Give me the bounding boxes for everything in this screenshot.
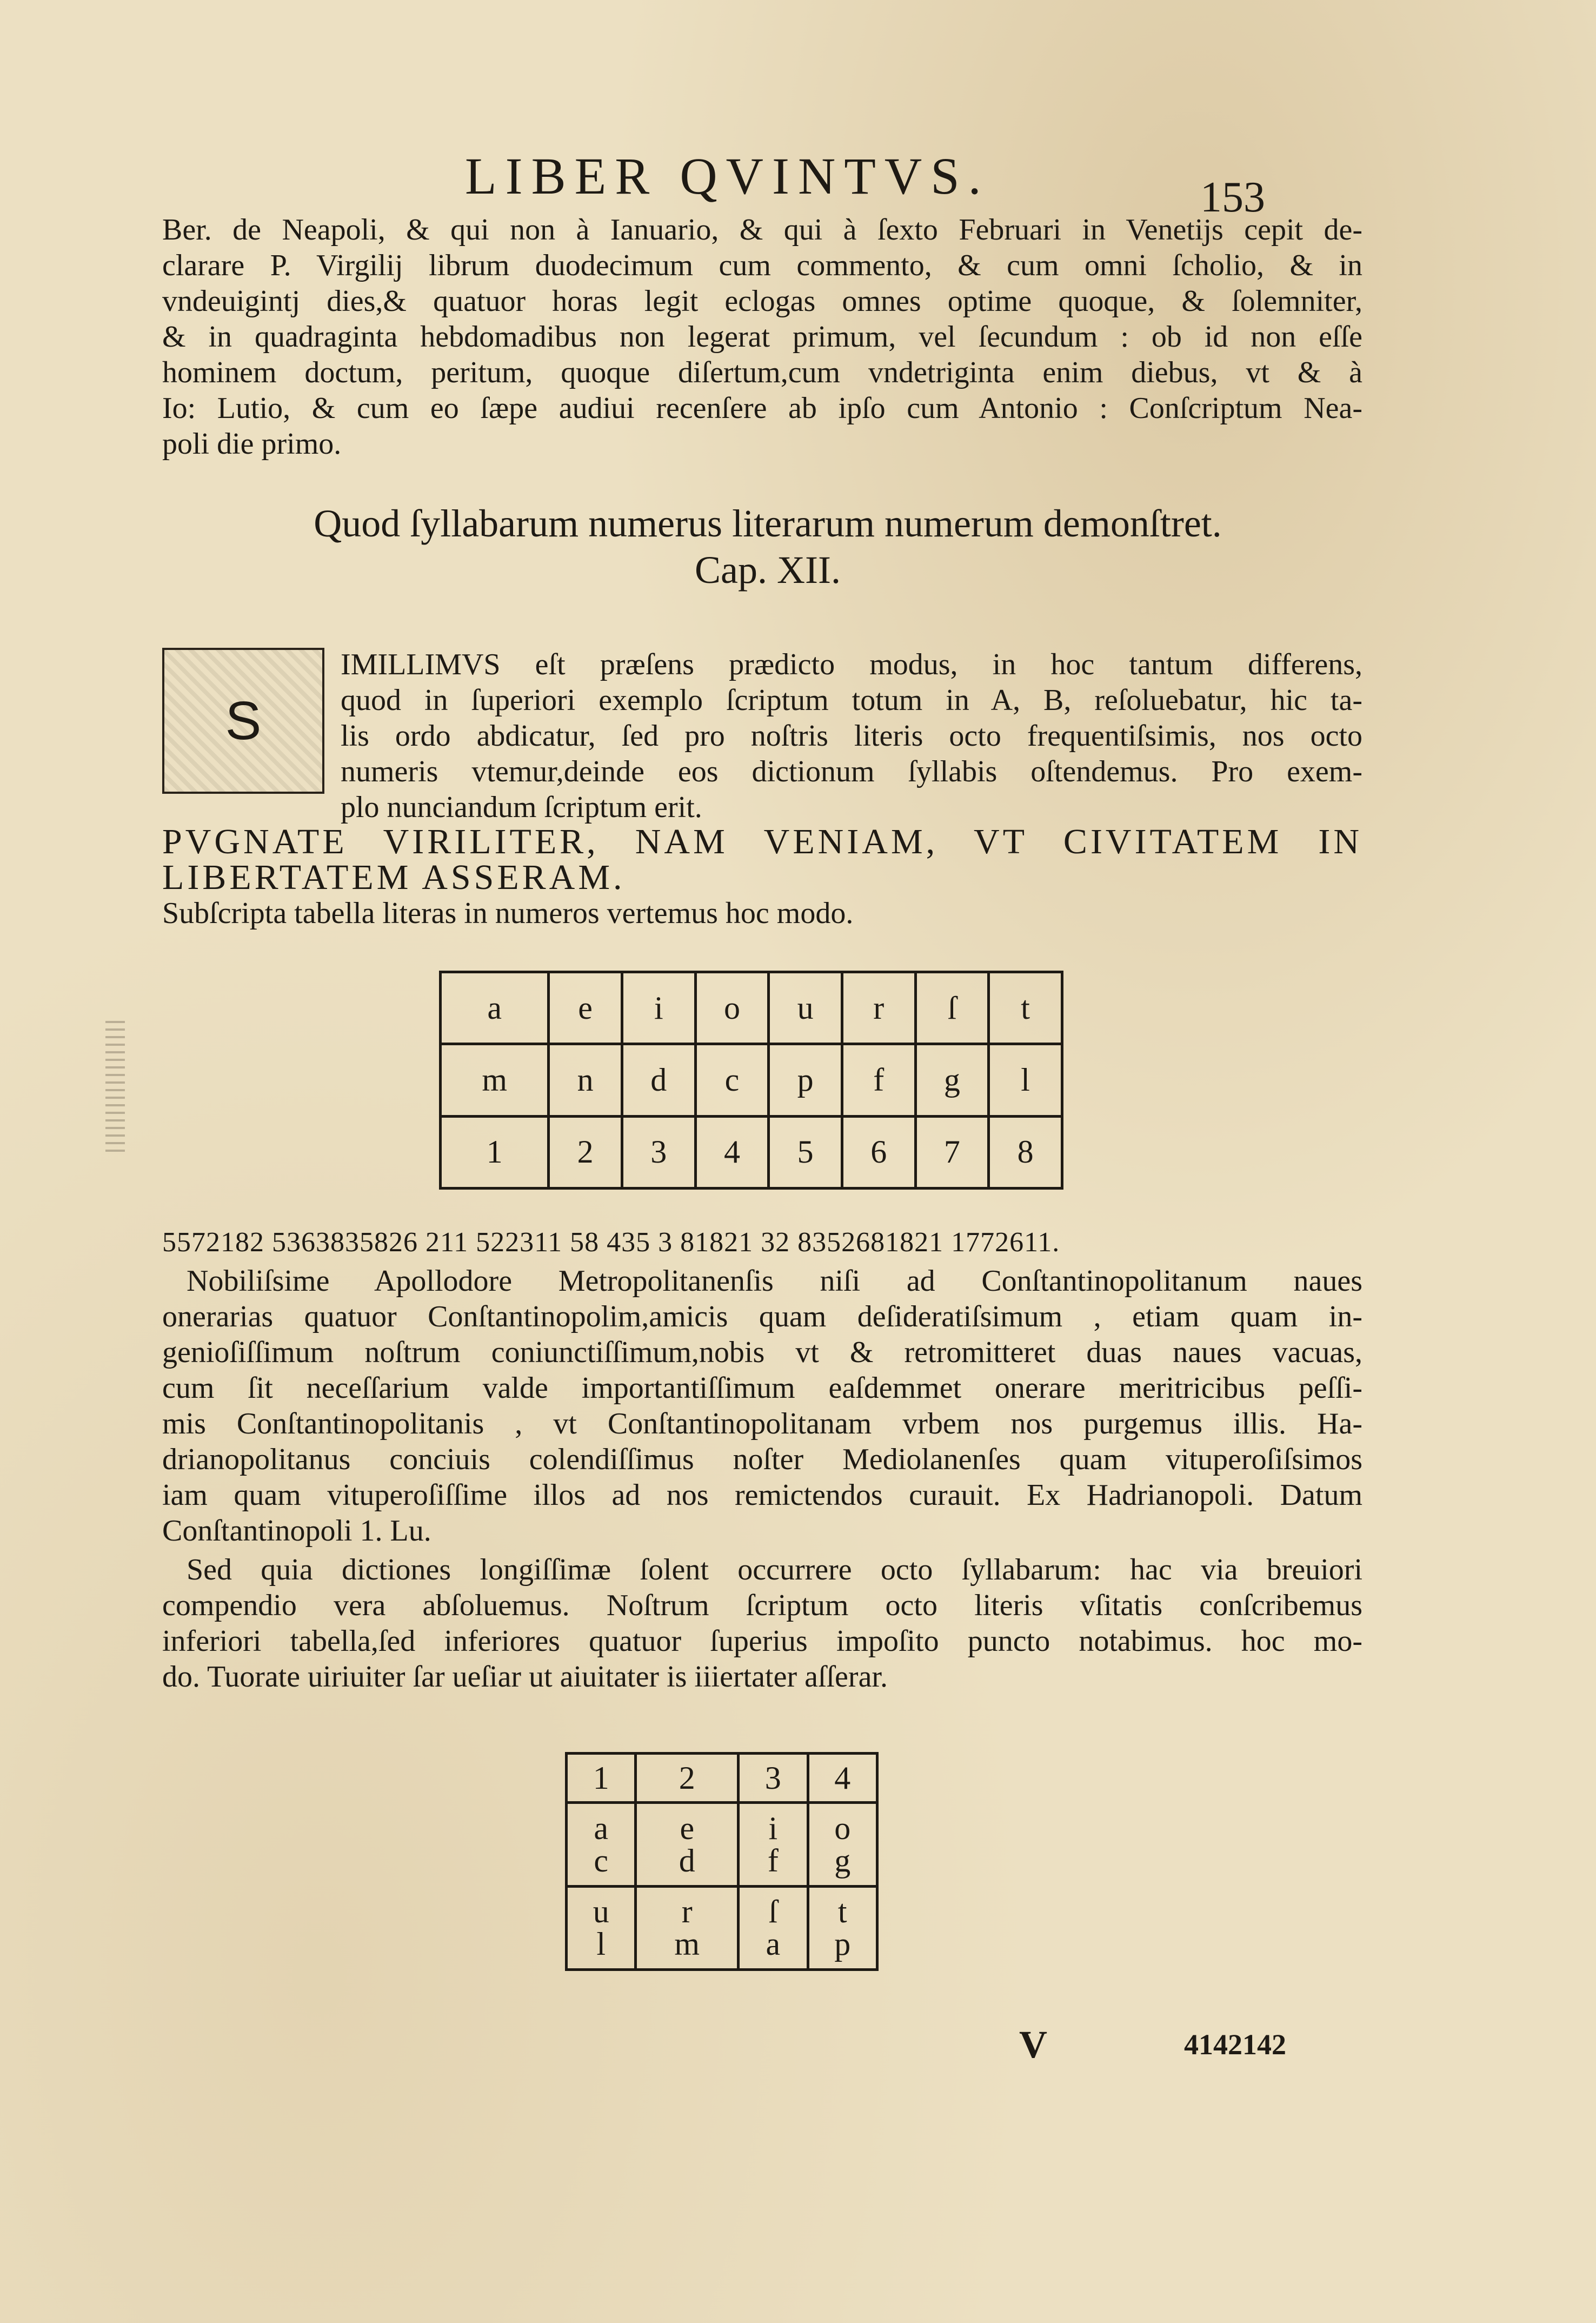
text-line: & in quadraginta hebdomadibus non legerat primum, vel ſecundum : ob id non eſſe [162,320,1362,354]
table-cell: 5 [769,1116,842,1188]
paragraph-1 [162,212,1362,462]
table-row [567,1754,877,1803]
text-line: Nobiliſsime Apollodore Metropolitanenſis niſi ad Conſtantinopolitanum naues [187,1264,1362,1298]
text-line: quod in ſuperiori exemplo ſcriptum totum in A, B, reſoluebatur, hic ta- [341,683,1362,717]
table-cell: 4 [695,1116,769,1188]
table-intro: Subſcripta tabella literas in numeros vertemus hoc modo. [162,897,854,930]
catchword: 4142142 [1184,2028,1286,2061]
table-row [567,1886,877,1969]
page-number: 153 [1200,174,1265,221]
table-cell: ſ [915,972,989,1044]
text-line: cum ſit neceſſarium valde importantiſſimum eaſdemmet onerare meritricibus peſſi- [162,1371,1362,1405]
table-cell: e d [636,1803,739,1886]
table-cell: i f [739,1803,808,1886]
paragraph-4 [162,1552,1362,1695]
running-head: LIBER QVINTVS. [465,147,990,205]
text-line: compendio vera abſoluemus. Noſtrum ſcriptum octo literis vſitatis conſcribemus [162,1589,1362,1622]
text-line: clarare P. Virgilij librum duodecimum cum commento, & cum omni ſcholio, & in [162,249,1362,282]
table-cell: m [441,1044,549,1116]
text-line: Ber. de Neapoli, & qui non à Ianuario, & qui à ſexto Februari in Venetijs cepit de- [162,213,1362,247]
table-cell: 6 [842,1116,915,1188]
chapter-heading [162,500,1373,593]
decorated-initial [162,648,324,794]
text-line: vndeuigintj dies,& quatuor horas legit eclogas omnes optime quoque, & ſolemniter, [162,284,1362,318]
chapter-title: Quod ſyllabarum numerus literarum numerum demonſtret. [314,502,1222,545]
table-cell: u [769,972,842,1044]
table-cell: p [769,1044,842,1116]
text-line: lis ordo abdicatur, ſed pro noſtris literis octo frequentiſsimis, nos octo [341,719,1362,753]
table-cell: u l [567,1886,636,1969]
chapter-number: Cap. XII. [695,548,841,592]
table-cell: t p [808,1886,877,1969]
caps-line: LIBERTATEM ASSERAM. [162,858,626,897]
initial-letter: S [225,690,262,751]
text-line: genioſiſſimum noſtrum coniunctiſſimum,nobis vt & retromitteret duas naues vacuas, [162,1336,1362,1369]
table-row [567,1803,877,1886]
text-line: do. Tuorate uiriuiter ſar ueſiar ut aiuitater is iiiertater aſſerar. [162,1660,888,1694]
table-cell: a c [567,1803,636,1886]
table-cell: g [915,1044,989,1116]
margin-mark [105,1017,125,1152]
text-line: Io: Lutio, & cum eo ſæpe audiui recenſere ab ipſo cum Antonio : Conſcriptum Nea- [162,391,1362,425]
text-line: mis Conſtantinopolitanis , vt Conſtantinopolitanam vrbem nos purgemus illis. Ha- [162,1407,1362,1441]
table-cell: 8 [989,1116,1062,1188]
table-cell: 7 [915,1116,989,1188]
signature-mark: V [1019,2023,1047,2066]
table-cell: d [622,1044,695,1116]
table-cell: o [695,972,769,1044]
table-cell: n [549,1044,622,1116]
table-cell: t [989,972,1062,1044]
table-cell: 2 [549,1116,622,1188]
text-line: iam quam vituperoſiſſime illos ad nos remictendos curauit. Ex Hadrianopoli. Datum [162,1478,1362,1512]
text-line: hominem doctum, peritum, quoque diſertum,cum vndetriginta enim diebus, vt & à [162,356,1362,389]
text-line: onerarias quatuor Conſtantinopolim,amicis quam deſideratiſsimum , etiam quam in- [162,1300,1362,1333]
table-cell: a [441,972,549,1044]
text-line: numeris vtemur,deinde eos dictionum ſyllabis oſtendemus. Pro exem- [341,755,1362,788]
table-cell: ſ a [739,1886,808,1969]
table-cell: l [989,1044,1062,1116]
table-cell: o g [808,1803,877,1886]
table-cell: r m [636,1886,739,1969]
text-line: Conſtantinopoli 1. Lu. [162,1514,431,1548]
text-line: Sed quia dictiones longiſſimæ ſolent occurrere octo ſyllabarum: hac via breuiori [187,1553,1362,1587]
table-cell: 1 [441,1116,549,1188]
cipher-number-line: 5572182 5363835826 211 522311 58 435 3 81821 32 8352681821 1772611. [162,1227,1060,1258]
table-cell: 2 [636,1754,739,1803]
example-text [162,824,1362,931]
table-cell: 1 [567,1754,636,1803]
cipher-table-2 [565,1752,879,1971]
table-cell: f [842,1044,915,1116]
table-cell: i [622,972,695,1044]
text-line: poli die primo. [162,427,342,461]
table-cell: 3 [739,1754,808,1803]
paragraph-2 [341,647,1362,825]
table-row [441,972,1062,1044]
text-line: drianopolitanus conciuis colendiſſimus noſter Mediolanenſes quam vituperoſiſsimos [162,1443,1362,1476]
text-line: plo nunciandum ſcriptum erit. [341,791,702,824]
text-line: inferiori tabella,ſed inferiores quatuor ſuperius impoſito puncto notabimus. hoc mo- [162,1624,1362,1658]
table-row [441,1116,1062,1188]
text-line: IMILLIMVS eſt præſens prædicto modus, in hoc tantum differens, [341,648,1362,681]
caps-line: PVGNATE VIRILITER, NAM VENIAM, VT CIVITATEM IN [162,822,1362,861]
table-cell: 3 [622,1116,695,1188]
table-cell: e [549,972,622,1044]
cipher-table-1 [439,971,1063,1190]
table-cell: r [842,972,915,1044]
table-row [441,1044,1062,1116]
table-cell: 4 [808,1754,877,1803]
paragraph-3 [162,1263,1362,1549]
table-cell: c [695,1044,769,1116]
